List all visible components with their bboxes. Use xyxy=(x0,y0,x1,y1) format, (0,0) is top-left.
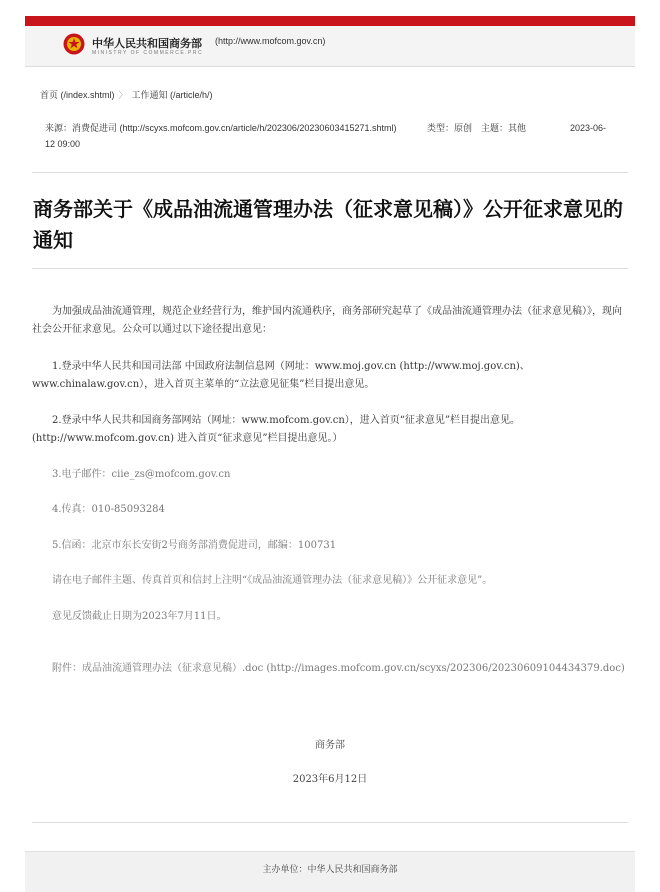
signature-org: 商务部 xyxy=(315,740,345,751)
divider xyxy=(32,268,628,269)
site-footer xyxy=(25,851,635,892)
meta-type: 类型：原创 xyxy=(427,123,473,133)
site-name-english: MINISTRY OF COMMERCE.PRC xyxy=(92,50,204,56)
meta-source-link[interactable]: 来源：消费促进司 (http://scyxs.mofcom.gov.cn/article/h/202306/20230603415271.shtml) xyxy=(45,123,397,133)
meta-time: 12 09:00 xyxy=(45,139,81,149)
meta-date: 2023-06- xyxy=(570,123,607,133)
list-item-email[interactable]: 3.电子邮件：ciie_zs@mofcom.gov.cn xyxy=(52,469,231,480)
top-red-bar xyxy=(25,16,635,26)
site-name[interactable]: 中华人民共和国商务部 xyxy=(92,38,202,50)
paragraph-intro: 为加强成品油流通管理，规范企业经营行为，维护国内流通秩序，商务部研究起草了《成品油流通管理办法（征求意见稿）》，现向社会公开征求意见。公众可以通过以下途径提出意见： xyxy=(32,306,622,335)
list-item-1: 1.登录中华人民共和国司法部 中国政府法制信息网（网址：www.moj.gov.cn (http://www.moj.gov.cn)、www.chinalaw.gov.cn），进入首页主菜单的“立法意见征集”栏目提出意见。 xyxy=(32,361,530,390)
list-item-mail: 5.信函：北京市东长安街2号商务部消费促进司，邮编：100731 xyxy=(52,540,337,551)
footer-sponsor: 主办单位：中华人民共和国商务部 xyxy=(262,864,398,874)
breadcrumb-home-link[interactable]: 首页 (/index.shtml) xyxy=(40,90,115,100)
list-item-2: 2.登录中华人民共和国商务部网站（网址：www.mofcom.gov.cn），进入首页“征求意见”栏目提出意见。(http://www.mofcom.gov.cn) 进入首页“征求意见”栏目提出意见。） xyxy=(32,415,521,444)
signature-date: 2023年6月12日 xyxy=(292,774,368,785)
page-title: 商务部关于《成品油流通管理办法（征求意见稿）》公开征求意见的通知 xyxy=(33,199,623,252)
paragraph-deadline: 意见反馈截止日期为2023年7月11日。 xyxy=(52,611,227,622)
attachment-link[interactable]: 附件：成品油流通管理办法（征求意见稿）.doc (http://images.mofcom.gov.cn/scyxs/202306/20230609104434379.doc) xyxy=(52,663,625,674)
breadcrumb-separator: 〉 xyxy=(118,90,128,100)
divider xyxy=(32,172,628,173)
site-header xyxy=(25,26,635,67)
list-item-fax: 4.传真：010-85093284 xyxy=(52,504,165,515)
divider xyxy=(32,822,628,823)
site-url-link[interactable]: (http://www.mofcom.gov.cn) xyxy=(215,36,326,46)
paragraph-note: 请在电子邮件主题、传真首页和信封上注明“《成品油流通管理办法（征求意见稿）》公开征求意见”。 xyxy=(52,575,493,586)
national-emblem-icon xyxy=(63,33,85,55)
breadcrumb xyxy=(40,88,213,101)
breadcrumb-section-link[interactable]: 工作通知 (/article/h/) xyxy=(131,90,213,100)
meta-subject: 主题：其他 xyxy=(481,123,527,133)
